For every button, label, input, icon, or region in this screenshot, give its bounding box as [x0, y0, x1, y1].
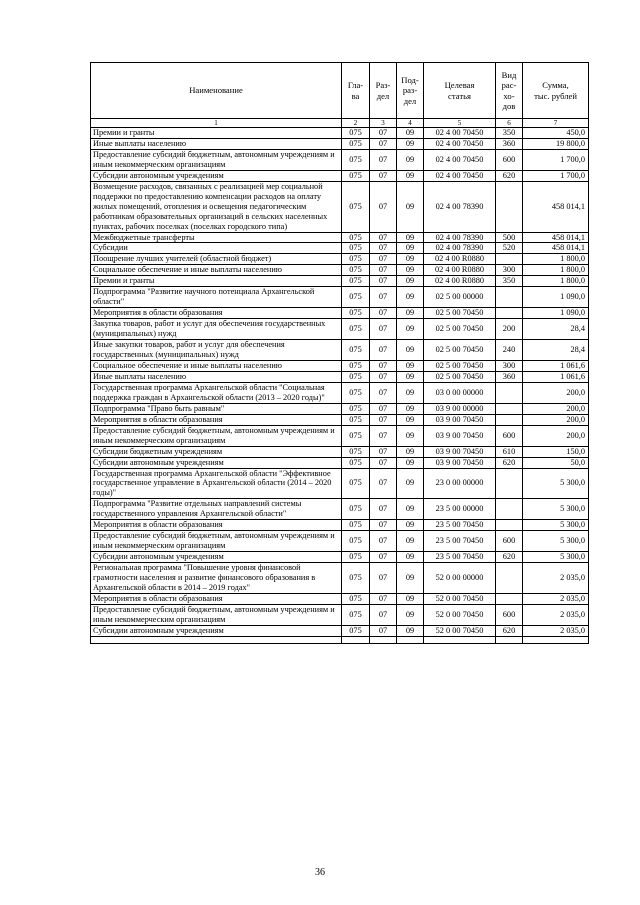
row-name: Предоставление субсидий бюджетным, автономным учреждениям и иным некоммерческим организациям	[91, 531, 342, 552]
header-razdel: Раз- дел	[370, 63, 397, 119]
row-target-article: 02 4 00 R0880	[424, 276, 496, 287]
row-expense-type: 300	[496, 265, 523, 276]
row-expense-type	[496, 254, 523, 265]
column-number: 3	[370, 119, 397, 128]
row-expense-type: 520	[496, 243, 523, 254]
row-podrazdel: 09	[397, 468, 424, 499]
row-sum: 19 800,0	[523, 138, 589, 149]
table-row	[91, 625, 589, 636]
table-row	[91, 340, 589, 361]
table-row	[91, 128, 589, 139]
row-sum: 200,0	[523, 403, 589, 414]
row-podrazdel: 09	[397, 181, 424, 232]
row-podrazdel: 09	[397, 340, 424, 361]
column-number: 2	[342, 119, 370, 128]
row-target-article: 02 4 00 R0880	[424, 254, 496, 265]
row-razdel: 07	[370, 520, 397, 531]
row-glava: 075	[342, 531, 370, 552]
row-podrazdel: 09	[397, 457, 424, 468]
row-podrazdel: 09	[397, 138, 424, 149]
row-glava: 075	[342, 276, 370, 287]
row-podrazdel: 09	[397, 499, 424, 520]
row-name: Премии и гранты	[91, 276, 342, 287]
row-glava: 075	[342, 625, 370, 636]
row-target-article: 02 4 00 70450	[424, 170, 496, 181]
row-sum: 450,0	[523, 128, 589, 139]
table-row	[91, 243, 589, 254]
row-razdel: 07	[370, 340, 397, 361]
table-row	[91, 254, 589, 265]
empty-cell	[370, 636, 397, 643]
empty-cell	[342, 636, 370, 643]
row-sum: 5 300,0	[523, 552, 589, 563]
row-razdel: 07	[370, 425, 397, 446]
row-podrazdel: 09	[397, 319, 424, 340]
row-sum: 5 300,0	[523, 531, 589, 552]
row-razdel: 07	[370, 382, 397, 403]
row-glava: 075	[342, 382, 370, 403]
row-podrazdel: 09	[397, 232, 424, 243]
row-sum: 1 800,0	[523, 265, 589, 276]
table-row	[91, 457, 589, 468]
row-target-article: 52 0 00 70450	[424, 625, 496, 636]
row-expense-type: 600	[496, 149, 523, 170]
row-target-article: 02 5 00 70450	[424, 371, 496, 382]
row-target-article: 23 5 00 70450	[424, 552, 496, 563]
table-row	[91, 563, 589, 594]
row-razdel: 07	[370, 308, 397, 319]
row-sum: 200,0	[523, 414, 589, 425]
table-row	[91, 170, 589, 181]
row-podrazdel: 09	[397, 308, 424, 319]
row-podrazdel: 09	[397, 170, 424, 181]
row-expense-type: 350	[496, 276, 523, 287]
row-expense-type: 620	[496, 625, 523, 636]
row-razdel: 07	[370, 625, 397, 636]
row-razdel: 07	[370, 563, 397, 594]
row-sum: 1 700,0	[523, 149, 589, 170]
row-glava: 075	[342, 552, 370, 563]
row-target-article: 23 5 00 70450	[424, 531, 496, 552]
row-podrazdel: 09	[397, 625, 424, 636]
row-glava: 075	[342, 308, 370, 319]
row-name: Возмещение расходов, связанных с реализацией мер социальной поддержки по предоставлению компенсации расходов на оплату жилых помещений, отопления и освещения педагогическим работникам образовательных организаций в сельских населенных пунктах, рабочих поселках (поселках городского типа)	[91, 181, 342, 232]
empty-cell	[424, 636, 496, 643]
row-glava: 075	[342, 468, 370, 499]
row-razdel: 07	[370, 457, 397, 468]
row-name: Субсидии автономным учреждениям	[91, 457, 342, 468]
row-glava: 075	[342, 425, 370, 446]
row-expense-type: 350	[496, 128, 523, 139]
row-name: Подпрограмма "Развитие отдельных направлений системы государственного управления Архангельской области"	[91, 499, 342, 520]
row-glava: 075	[342, 360, 370, 371]
row-target-article: 02 5 00 70450	[424, 319, 496, 340]
row-glava: 075	[342, 520, 370, 531]
row-name: Подпрограмма "Право быть равным"	[91, 403, 342, 414]
row-sum: 28,4	[523, 340, 589, 361]
header-target-article: Целевая статья	[424, 63, 496, 119]
row-name: Субсидии автономным учреждениям	[91, 170, 342, 181]
row-podrazdel: 09	[397, 360, 424, 371]
header-name: Наименование	[91, 63, 342, 119]
row-expense-type	[496, 593, 523, 604]
row-glava: 075	[342, 170, 370, 181]
row-razdel: 07	[370, 319, 397, 340]
row-expense-type	[496, 382, 523, 403]
table-row	[91, 232, 589, 243]
row-podrazdel: 09	[397, 403, 424, 414]
column-number: 5	[424, 119, 496, 128]
row-razdel: 07	[370, 360, 397, 371]
row-razdel: 07	[370, 181, 397, 232]
table-row	[91, 138, 589, 149]
table-row	[91, 414, 589, 425]
table-header-row	[91, 63, 589, 119]
row-name: Иные выплаты населению	[91, 371, 342, 382]
row-name: Предоставление субсидий бюджетным, автономным учреждениям и иным некоммерческим организациям	[91, 604, 342, 625]
row-podrazdel: 09	[397, 593, 424, 604]
row-sum: 1 090,0	[523, 287, 589, 308]
header-podrazdel: Под- раз- дел	[397, 63, 424, 119]
row-razdel: 07	[370, 287, 397, 308]
row-expense-type	[496, 403, 523, 414]
row-expense-type	[496, 308, 523, 319]
row-target-article: 02 4 00 70450	[424, 149, 496, 170]
row-glava: 075	[342, 232, 370, 243]
row-podrazdel: 09	[397, 563, 424, 594]
table-row	[91, 552, 589, 563]
row-sum: 150,0	[523, 446, 589, 457]
row-sum: 1 700,0	[523, 170, 589, 181]
row-podrazdel: 09	[397, 425, 424, 446]
row-name: Премии и гранты	[91, 128, 342, 139]
row-podrazdel: 09	[397, 265, 424, 276]
row-target-article: 02 4 00 78390	[424, 181, 496, 232]
row-target-article: 03 9 00 70450	[424, 457, 496, 468]
row-name: Закупка товаров, работ и услуг для обеспечения государственных (муниципальных) нужд	[91, 319, 342, 340]
row-sum: 2 035,0	[523, 593, 589, 604]
row-podrazdel: 09	[397, 604, 424, 625]
table-row	[91, 382, 589, 403]
row-name: Социальное обеспечение и иные выплаты населению	[91, 265, 342, 276]
row-sum: 2 035,0	[523, 625, 589, 636]
row-sum: 28,4	[523, 319, 589, 340]
row-razdel: 07	[370, 138, 397, 149]
row-razdel: 07	[370, 593, 397, 604]
budget-table-page	[90, 62, 588, 644]
row-glava: 075	[342, 254, 370, 265]
row-expense-type: 300	[496, 360, 523, 371]
row-target-article: 02 4 00 70450	[424, 128, 496, 139]
table-row	[91, 468, 589, 499]
row-glava: 075	[342, 181, 370, 232]
row-name: Предоставление субсидий бюджетным, автономным учреждениям и иным некоммерческим организациям	[91, 149, 342, 170]
row-razdel: 07	[370, 254, 397, 265]
table-row	[91, 403, 589, 414]
row-target-article: 02 4 00 78390	[424, 243, 496, 254]
row-glava: 075	[342, 340, 370, 361]
row-target-article: 52 0 00 00000	[424, 563, 496, 594]
row-glava: 075	[342, 563, 370, 594]
row-name: Предоставление субсидий бюджетным, автономным учреждениям и иным некоммерческим организациям	[91, 425, 342, 446]
row-name: Региональная программа "Повышение уровня финансовой грамотности населения и развитие финансового образования в Архангельской области в 2014 – 2019 годах"	[91, 563, 342, 594]
row-razdel: 07	[370, 446, 397, 457]
table-row	[91, 360, 589, 371]
row-expense-type	[496, 414, 523, 425]
empty-cell	[397, 636, 424, 643]
row-name: Иные закупки товаров, работ и услуг для обеспечения государственных (муниципальных) нужд	[91, 340, 342, 361]
row-podrazdel: 09	[397, 414, 424, 425]
row-expense-type: 600	[496, 531, 523, 552]
row-expense-type: 360	[496, 138, 523, 149]
row-expense-type: 500	[496, 232, 523, 243]
row-razdel: 07	[370, 265, 397, 276]
row-expense-type: 240	[496, 340, 523, 361]
row-glava: 075	[342, 287, 370, 308]
row-sum: 2 035,0	[523, 563, 589, 594]
table-body	[91, 128, 589, 644]
budget-table	[90, 62, 589, 644]
row-razdel: 07	[370, 128, 397, 139]
row-target-article: 03 9 00 70450	[424, 446, 496, 457]
table-row	[91, 425, 589, 446]
row-name: Подпрограмма "Развитие научного потенциала Архангельской области"	[91, 287, 342, 308]
row-target-article: 02 4 00 78390	[424, 232, 496, 243]
row-razdel: 07	[370, 552, 397, 563]
row-expense-type: 620	[496, 552, 523, 563]
table-row	[91, 181, 589, 232]
row-podrazdel: 09	[397, 276, 424, 287]
table-row	[91, 520, 589, 531]
row-glava: 075	[342, 446, 370, 457]
empty-cell	[523, 636, 589, 643]
table-row	[91, 371, 589, 382]
column-number: 7	[523, 119, 589, 128]
row-sum: 200,0	[523, 425, 589, 446]
row-name: Субсидии автономным учреждениям	[91, 552, 342, 563]
row-target-article: 03 9 00 70450	[424, 414, 496, 425]
row-target-article: 02 4 00 70450	[424, 138, 496, 149]
row-target-article: 52 0 00 70450	[424, 604, 496, 625]
empty-cell	[91, 636, 342, 643]
table-row	[91, 149, 589, 170]
row-podrazdel: 09	[397, 382, 424, 403]
row-razdel: 07	[370, 499, 397, 520]
row-expense-type	[496, 181, 523, 232]
row-target-article: 03 0 00 00000	[424, 382, 496, 403]
row-podrazdel: 09	[397, 371, 424, 382]
row-expense-type	[496, 468, 523, 499]
row-sum: 1 800,0	[523, 254, 589, 265]
row-expense-type: 620	[496, 457, 523, 468]
row-sum: 458 014,1	[523, 232, 589, 243]
row-podrazdel: 09	[397, 520, 424, 531]
row-podrazdel: 09	[397, 243, 424, 254]
row-glava: 075	[342, 457, 370, 468]
table-row	[91, 593, 589, 604]
row-razdel: 07	[370, 149, 397, 170]
row-podrazdel: 09	[397, 254, 424, 265]
row-sum: 50,0	[523, 457, 589, 468]
row-sum: 5 300,0	[523, 499, 589, 520]
column-number: 1	[91, 119, 342, 128]
column-number: 4	[397, 119, 424, 128]
row-target-article: 02 5 00 70450	[424, 340, 496, 361]
row-glava: 075	[342, 499, 370, 520]
row-name: Субсидии бюджетным учреждениям	[91, 446, 342, 457]
row-glava: 075	[342, 138, 370, 149]
row-glava: 075	[342, 403, 370, 414]
row-podrazdel: 09	[397, 287, 424, 308]
row-razdel: 07	[370, 243, 397, 254]
row-sum: 1 061,6	[523, 371, 589, 382]
row-glava: 075	[342, 149, 370, 170]
row-expense-type: 360	[496, 371, 523, 382]
table-row	[91, 531, 589, 552]
row-target-article: 23 0 00 00000	[424, 468, 496, 499]
table-row	[91, 604, 589, 625]
row-razdel: 07	[370, 403, 397, 414]
row-name: Государственная программа Архангельской области "Эффективное государственное управление в Архангельской области (2014 – 2020 годы)"	[91, 468, 342, 499]
row-expense-type: 620	[496, 170, 523, 181]
row-glava: 075	[342, 319, 370, 340]
row-name: Мероприятия в области образования	[91, 593, 342, 604]
row-name: Мероприятия в области образования	[91, 414, 342, 425]
row-expense-type	[496, 563, 523, 594]
row-name: Субсидии автономным учреждениям	[91, 625, 342, 636]
row-glava: 075	[342, 371, 370, 382]
row-glava: 075	[342, 128, 370, 139]
header-expense-type: Вид рас- хо- дов	[496, 63, 523, 119]
row-glava: 075	[342, 414, 370, 425]
table-row	[91, 276, 589, 287]
header-sum: Сумма, тыс. рублей	[523, 63, 589, 119]
row-name: Поощрение лучших учителей (областной бюджет)	[91, 254, 342, 265]
row-sum: 458 014,1	[523, 243, 589, 254]
table-row-empty	[91, 636, 589, 643]
row-name: Государственная программа Архангельской области "Социальная поддержка граждан в Архангельской области (2013 – 2020 годы)"	[91, 382, 342, 403]
table-row	[91, 265, 589, 276]
row-razdel: 07	[370, 468, 397, 499]
empty-cell	[496, 636, 523, 643]
row-expense-type: 610	[496, 446, 523, 457]
row-razdel: 07	[370, 371, 397, 382]
row-target-article: 02 5 00 70450	[424, 360, 496, 371]
row-target-article: 03 9 00 70450	[424, 425, 496, 446]
row-razdel: 07	[370, 232, 397, 243]
row-sum: 5 300,0	[523, 520, 589, 531]
row-razdel: 07	[370, 276, 397, 287]
table-row	[91, 446, 589, 457]
row-razdel: 07	[370, 531, 397, 552]
column-number-row	[91, 119, 589, 128]
row-sum: 5 300,0	[523, 468, 589, 499]
table-row	[91, 308, 589, 319]
row-expense-type: 600	[496, 604, 523, 625]
row-target-article: 02 5 00 00000	[424, 287, 496, 308]
row-name: Мероприятия в области образования	[91, 520, 342, 531]
row-glava: 075	[342, 593, 370, 604]
row-razdel: 07	[370, 604, 397, 625]
row-sum: 2 035,0	[523, 604, 589, 625]
row-podrazdel: 09	[397, 149, 424, 170]
row-podrazdel: 09	[397, 552, 424, 563]
row-target-article: 23 5 00 70450	[424, 520, 496, 531]
row-expense-type: 600	[496, 425, 523, 446]
row-glava: 075	[342, 265, 370, 276]
row-podrazdel: 09	[397, 446, 424, 457]
row-expense-type	[496, 287, 523, 308]
row-target-article: 02 4 00 R0880	[424, 265, 496, 276]
row-sum: 1 090,0	[523, 308, 589, 319]
table-row	[91, 499, 589, 520]
row-sum: 458 014,1	[523, 181, 589, 232]
row-podrazdel: 09	[397, 531, 424, 552]
column-number: 6	[496, 119, 523, 128]
row-target-article: 52 0 00 70450	[424, 593, 496, 604]
row-glava: 075	[342, 243, 370, 254]
row-sum: 200,0	[523, 382, 589, 403]
row-glava: 075	[342, 604, 370, 625]
row-sum: 1 061,6	[523, 360, 589, 371]
row-expense-type	[496, 499, 523, 520]
page-number: 36	[315, 867, 325, 878]
row-name: Субсидии	[91, 243, 342, 254]
table-row	[91, 287, 589, 308]
row-name: Иные выплаты населению	[91, 138, 342, 149]
row-name: Социальное обеспечение и иные выплаты населению	[91, 360, 342, 371]
row-sum: 1 800,0	[523, 276, 589, 287]
row-name: Мероприятия в области образования	[91, 308, 342, 319]
row-podrazdel: 09	[397, 128, 424, 139]
table-row	[91, 319, 589, 340]
row-target-article: 23 5 00 00000	[424, 499, 496, 520]
row-expense-type	[496, 520, 523, 531]
row-razdel: 07	[370, 170, 397, 181]
row-razdel: 07	[370, 414, 397, 425]
row-target-article: 03 9 00 00000	[424, 403, 496, 414]
header-glava: Гла- ва	[342, 63, 370, 119]
row-target-article: 02 5 00 70450	[424, 308, 496, 319]
row-expense-type: 200	[496, 319, 523, 340]
row-name: Межбюджетные трансферты	[91, 232, 342, 243]
